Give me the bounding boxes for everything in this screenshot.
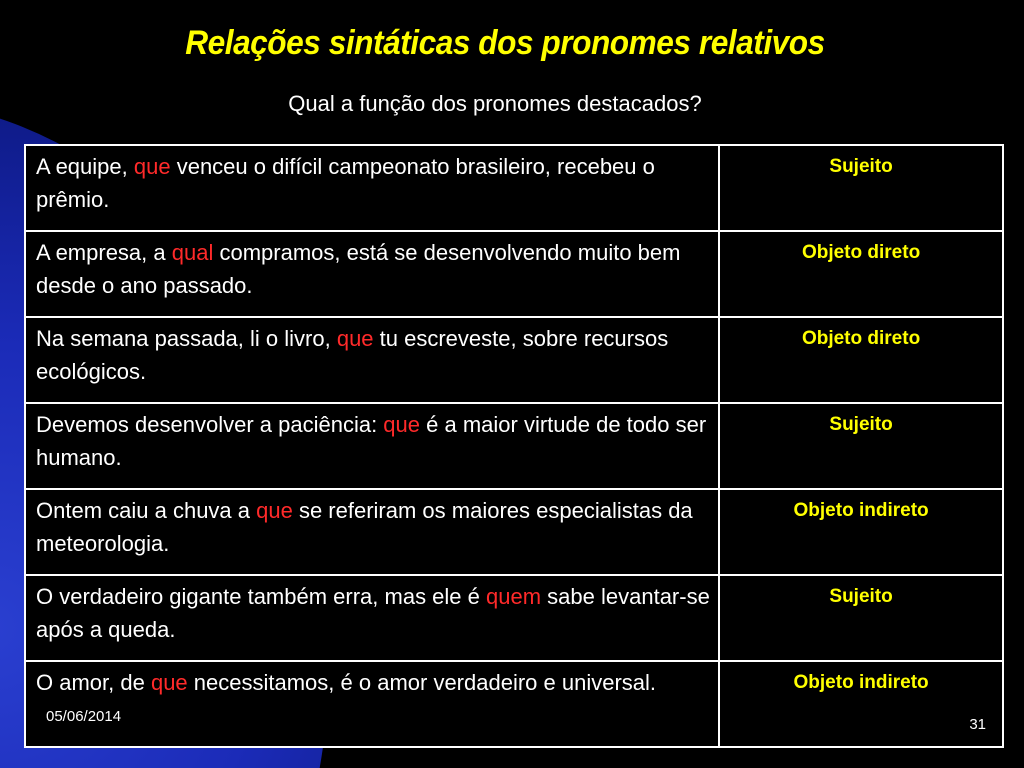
sentence-before: A empresa, a <box>36 240 172 265</box>
sentence-after: necessitamos, é o amor verdadeiro e universal. <box>187 670 657 695</box>
highlighted-pronoun: que <box>256 498 293 523</box>
sentence-cell <box>25 231 719 317</box>
highlighted-pronoun: que <box>383 412 421 437</box>
footer-date: 05/06/2014 <box>46 708 122 725</box>
highlighted-pronoun: que <box>336 326 374 351</box>
sentence-cell <box>25 489 719 575</box>
highlighted-pronoun: qual <box>171 240 214 265</box>
sentence-before: O amor, de <box>36 670 151 695</box>
table-row <box>25 489 1003 575</box>
sentence-cell <box>25 403 719 489</box>
table-row <box>25 231 1003 317</box>
highlighted-pronoun: quem <box>486 584 542 609</box>
sentence-before: Ontem caiu a chuva a <box>36 498 257 523</box>
sentence-before: Na semana passada, li o livro, <box>36 326 337 351</box>
page-number: 31 <box>969 716 986 733</box>
sentence-cell <box>25 145 719 231</box>
sentence-before: O verdadeiro gigante também erra, mas ele é <box>36 584 487 609</box>
sentence-cell <box>25 661 719 747</box>
table-row <box>25 575 1003 661</box>
function-cell: Objeto direto <box>719 317 1003 403</box>
sentence-after: é a maior virtude de todo ser humano. <box>36 412 707 470</box>
function-cell: Sujeito <box>719 145 1003 231</box>
function-cell: Sujeito <box>719 575 1003 661</box>
sentence-after: compramos, está se desenvolvendo muito bem desde o ano passado. <box>36 240 681 298</box>
slide-title: Relações sintáticas dos pronomes relativos <box>185 24 825 62</box>
table-row <box>25 661 1003 747</box>
function-cell: Sujeito <box>719 403 1003 489</box>
sentence-after: tu escreveste, sobre recursos ecológicos. <box>36 326 669 384</box>
function-cell: Objeto direto <box>719 231 1003 317</box>
highlighted-pronoun: que <box>150 670 188 695</box>
sentence-cell <box>25 317 719 403</box>
function-cell: Objeto indireto <box>719 661 1003 747</box>
sentence-after: sabe levantar-se após a queda. <box>36 584 710 642</box>
table-row <box>25 317 1003 403</box>
sentence-before: Devemos desenvolver a paciência: <box>36 412 384 437</box>
pronoun-table <box>24 144 1004 748</box>
highlighted-pronoun: que <box>133 154 171 179</box>
function-cell: Objeto indireto <box>719 489 1003 575</box>
sentence-cell <box>25 575 719 661</box>
table-row <box>25 145 1003 231</box>
sentence-after: se referiram os maiores especialistas da meteorologia. <box>36 498 693 556</box>
sentence-before: A equipe, <box>36 154 134 179</box>
sentence-after: venceu o difícil campeonato brasileiro, recebeu o prêmio. <box>36 154 655 212</box>
table-row <box>25 403 1003 489</box>
slide-subtitle: Qual a função dos pronomes destacados? <box>288 91 702 116</box>
